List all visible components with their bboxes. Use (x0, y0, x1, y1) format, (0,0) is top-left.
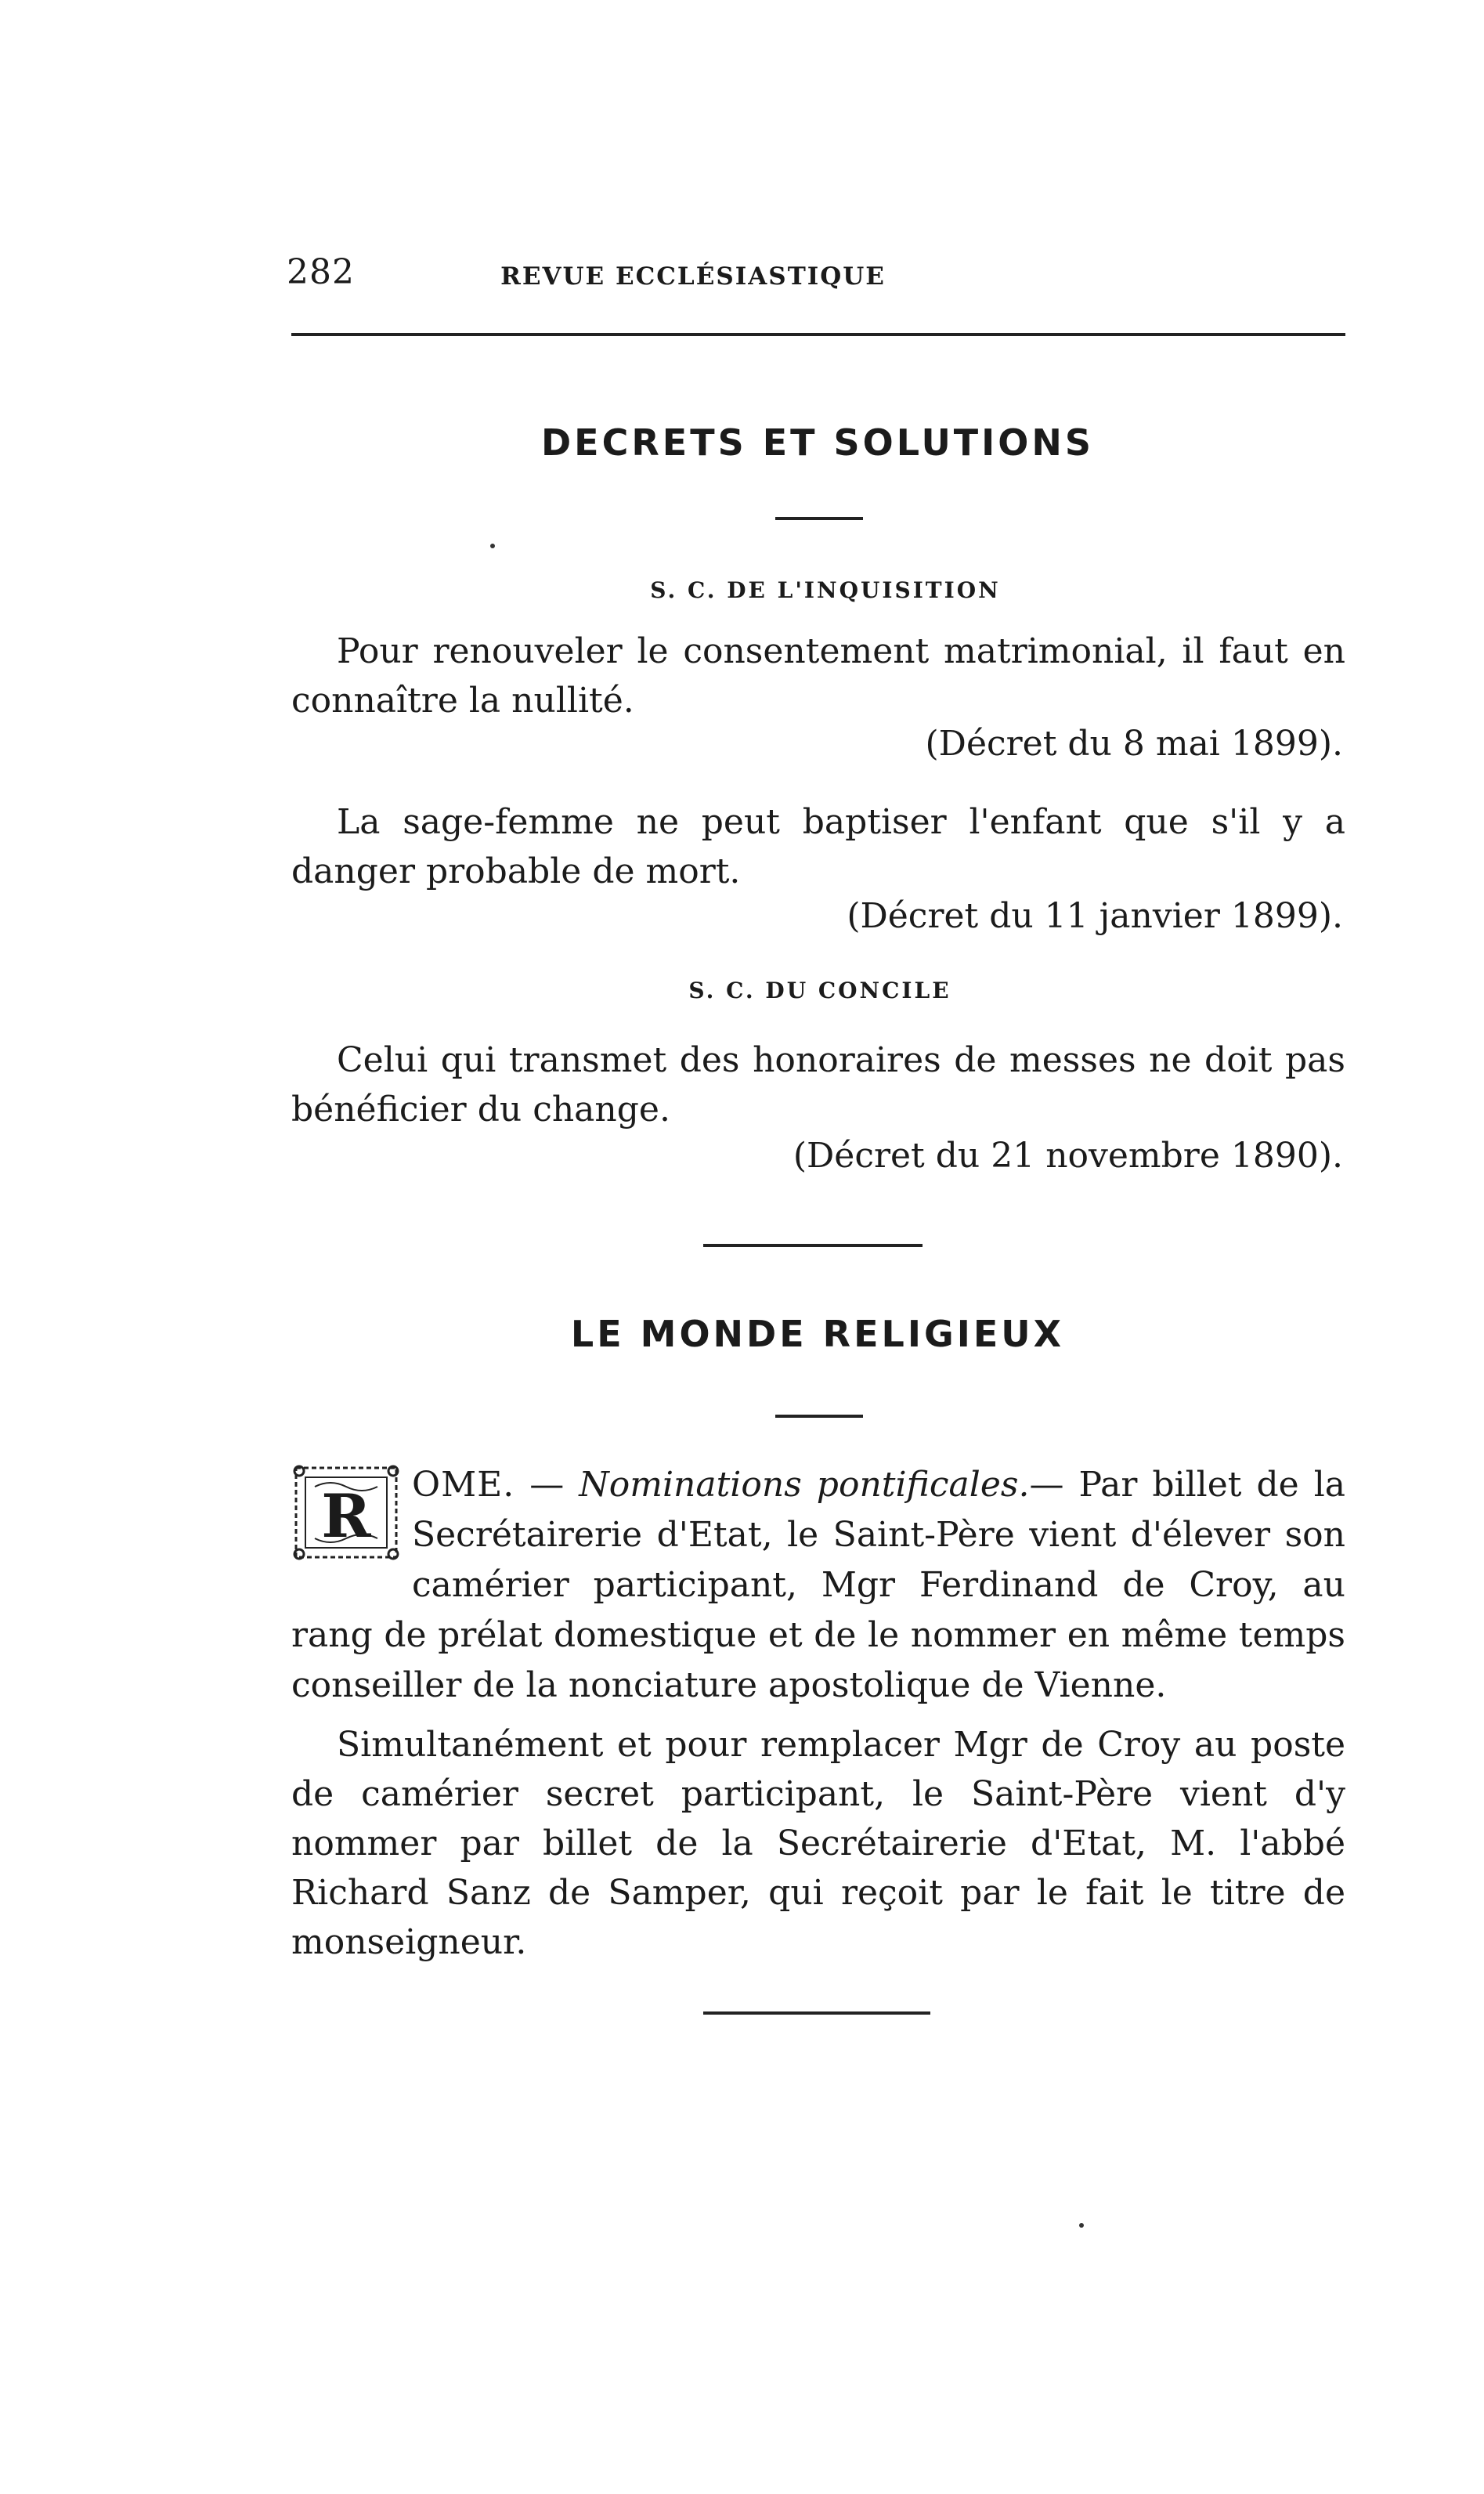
decree-citation: (Décret du 21 novembre 1890). (793, 1136, 1343, 1176)
header-rule (291, 333, 1345, 336)
title-rule (775, 1415, 863, 1418)
running-title: REVUE ECCLÉSIASTIQUE (500, 262, 886, 291)
decree-text: Pour renouveler le consentement matrimonial, il faut en connaître la nullité. (291, 631, 1345, 721)
drop-initial-letter: R (321, 1481, 371, 1551)
news-paragraph-rome (291, 1460, 1345, 1711)
decree-text: Celui qui transmet des honoraires de messes ne doit pas bénéficier du change. (291, 1040, 1345, 1130)
news-paragraph-nomination: Simultanément et pour remplacer Mgr de Croy au poste de camérier secret participant, le Saint-Père vient d'y nommer par billet de la Secrétairerie d'Etat, M. l'abbé Richard Sanz de Samper, qui reçoit par le fait le titre de monseigneur. (291, 1725, 1345, 1962)
decree-citation: (Décret du 8 mai 1899). (925, 724, 1343, 764)
section-title-decrets: DECRETS ET SOLUTIONS (540, 421, 1095, 464)
title-rule (775, 517, 863, 520)
congregation-heading-inquisition: S. C. DE L'INQUISITION (650, 577, 1001, 603)
ornamental-initial-icon (291, 1463, 401, 1562)
print-speck (1079, 2223, 1084, 2228)
congregation-heading-concile: S. C. DU CONCILE (688, 978, 951, 1003)
ornamental-initial (291, 1463, 401, 1562)
print-speck (490, 544, 495, 548)
decree-citation: (Décret du 11 janvier 1899). (847, 896, 1343, 936)
lead-dash: — (515, 1465, 580, 1505)
subject-italic: Nominations pontificales. (579, 1465, 1030, 1505)
paragraph-body: — Par billet de la Secrétairerie d'Etat, le Saint-Père vient d'élever son camérier participant, Mgr Ferdinand de Croy, au rang de prélat domestique et de le nommer en même temps conseiller de la nonciature apostolique de Vienne. (291, 1465, 1346, 1705)
section-title-monde-religieux: LE MONDE RELIGIEUX (570, 1313, 1065, 1355)
decree-text: La sage-femme ne peut baptiser l'enfant que s'il y a danger probable de mort. (291, 802, 1345, 891)
page-number: 282 (287, 252, 355, 292)
section-divider (703, 1244, 923, 1247)
section-divider (703, 2011, 930, 2015)
lead-word: OME. (412, 1465, 515, 1505)
